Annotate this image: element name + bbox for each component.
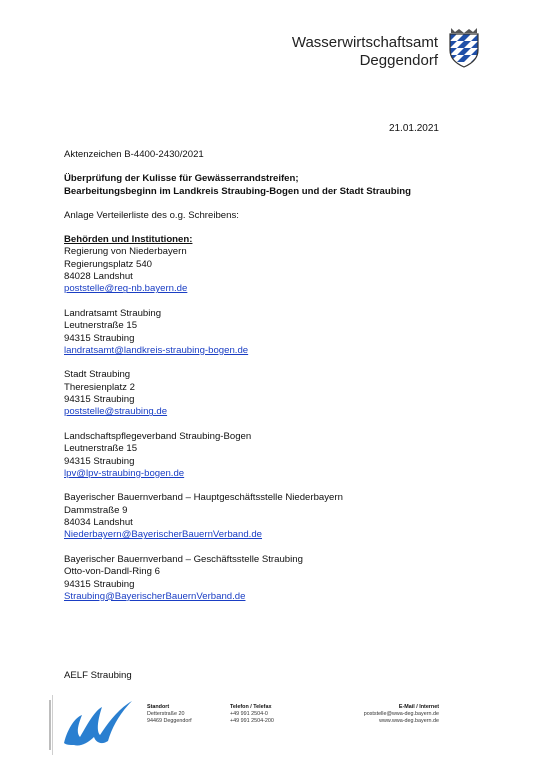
recipient-name: Stadt Straubing (64, 369, 131, 381)
recipient-email-link[interactable]: poststelle@straubing.de (64, 406, 168, 418)
recipient-name: Landratsamt Straubing (64, 307, 162, 319)
recipient-block (64, 431, 484, 480)
footer-address-line: 94469 Deggendorf (147, 718, 192, 724)
recipient-block (64, 246, 484, 295)
recipient-email-link[interactable]: landratsamt@landkreis-straubing-bogen.de (64, 344, 249, 356)
recipient-name: Bayerischer Bauernverband – Hauptgeschäftsstelle Niederbayern (64, 492, 343, 504)
recipient-city: 94315 Straubing (64, 394, 135, 406)
footer-address-heading: Standort (147, 704, 170, 710)
subject-line-1: Überprüfung der Kulisse für Gewässerrandstreifen; (64, 173, 299, 185)
subject-line-2: Bearbeitungsbeginn im Landkreis Straubing-Bogen und der Stadt Straubing (64, 185, 411, 197)
footer-phone-heading: Telefon / Telefax (230, 704, 272, 710)
recipient-name: Bayerischer Bauernverband – Geschäftsstelle Straubing (64, 553, 303, 565)
recipient-city: 94315 Straubing (64, 455, 135, 467)
footer-address (147, 704, 192, 725)
recipient-street: Otto-von-Dandl-Ring 6 (64, 566, 160, 578)
authority-location: Deggendorf (359, 52, 438, 69)
recipient-email-link[interactable]: lpv@lpv-straubing-bogen.de (64, 467, 185, 479)
intro-text: Anlage Verteilerliste des o.g. Schreibens: (64, 209, 239, 221)
recipient-name: Regierung von Niederbayern (64, 246, 187, 258)
footer-divider (52, 695, 53, 755)
recipient-block (64, 492, 484, 541)
recipient-street: Regierungsplatz 540 (64, 258, 153, 270)
recipient-city: 94315 Straubing (64, 332, 135, 344)
recipient-block (64, 369, 484, 418)
recipient-city: 84034 Landshut (64, 517, 133, 529)
reference-number: Aktenzeichen B-4400-2430/2021 (64, 149, 204, 160)
recipient-email-link[interactable]: Straubing@BayerischerBauernVerband.de (64, 590, 246, 602)
recipient-street: Leutnerstraße 15 (64, 320, 138, 332)
recipient-city: 84028 Landshut (64, 271, 133, 283)
recipient-name: Landschaftspflegeverband Straubing-Bogen (64, 430, 252, 442)
water-wave-logo-icon (62, 697, 134, 747)
footer-website-line[interactable]: www.wwa-deg.bayern.de (379, 718, 439, 724)
letterhead (292, 34, 438, 70)
footer-address-line: Detterstraße 20 (147, 711, 185, 717)
subject (64, 173, 484, 198)
authority-name: Wasserwirtschaftsamt (291, 34, 438, 51)
section-title: Behörden und Institutionen: (64, 234, 193, 246)
recipient-email-link[interactable]: Niederbayern@BayerischerBauernVerband.de (64, 529, 263, 541)
footer-email-line[interactable]: poststelle@wwa-deg.bayern.de (363, 711, 439, 717)
footer-fax-line: +49 991 2504-200 (230, 718, 274, 724)
recipient-email-link[interactable]: poststelle@reg-nb.bayern.de (64, 283, 188, 295)
letter-body (64, 149, 484, 615)
recipient-street: Dammstraße 9 (64, 504, 128, 516)
recipient-block (64, 554, 484, 603)
letter-date: 21.01.2021 (388, 123, 439, 134)
footer-phone-line: +49 991 2504-0 (230, 711, 268, 717)
closing-text: AELF Straubing (64, 670, 132, 681)
footer-phone (230, 704, 274, 725)
recipient-street: Theresienplatz 2 (64, 381, 135, 393)
recipient-city: 94315 Straubing (64, 578, 135, 590)
bavarian-lozenge-crest-icon (447, 28, 481, 68)
recipient-street: Leutnerstraße 15 (64, 443, 138, 455)
recipient-block (64, 308, 484, 357)
footer-web-heading: E-Mail / Internet (398, 704, 439, 710)
footer-web (364, 704, 439, 725)
